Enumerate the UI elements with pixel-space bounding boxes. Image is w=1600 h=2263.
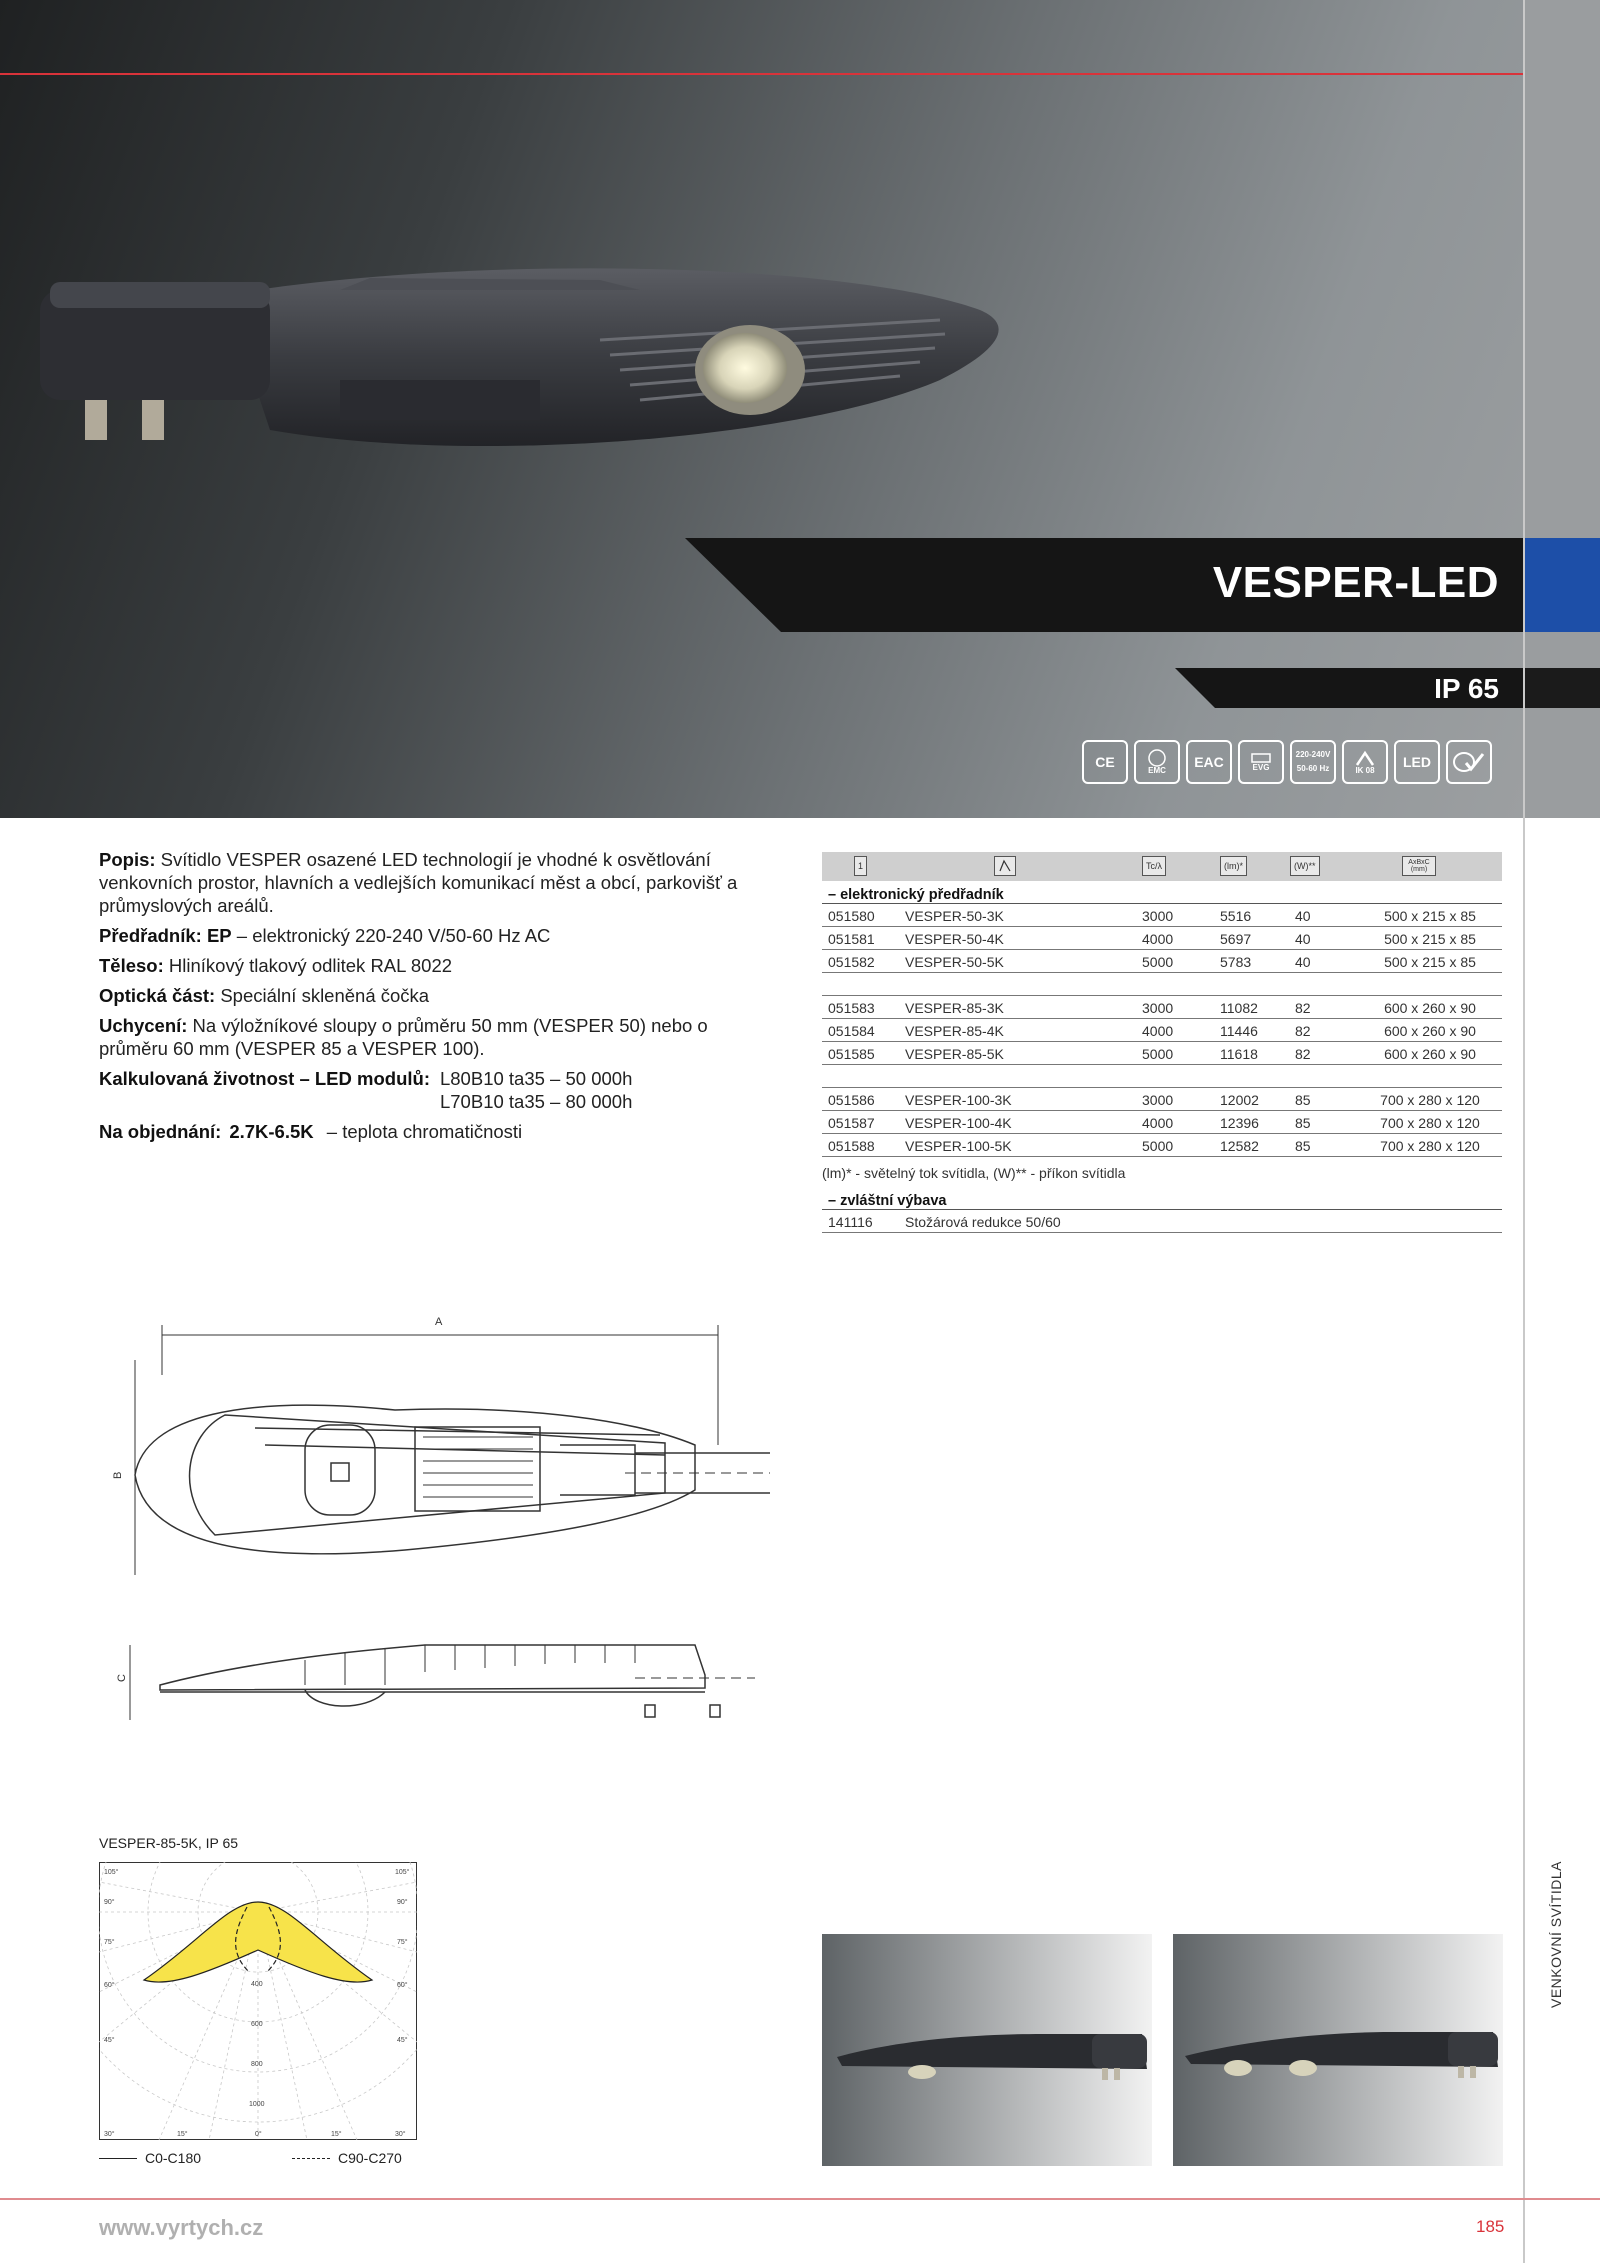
emc-icon: EMC (1134, 740, 1180, 784)
svg-text:800: 800 (251, 2061, 263, 2068)
svg-text:90°: 90° (104, 1899, 115, 1906)
ik08-icon: IK 08 (1342, 740, 1388, 784)
svg-text:90°: 90° (397, 1899, 408, 1906)
ip-band (1175, 668, 1523, 708)
ip-rating: IP 65 (1434, 673, 1499, 704)
footer-line (0, 2198, 1600, 2200)
lamp-shape-icon (994, 856, 1016, 876)
technical-drawing-top-view (105, 1305, 775, 1605)
lumen-icon: (lm)* (1220, 856, 1247, 876)
teleso: Těleso: Hliníkový tlakový odlitek RAL 8022 (99, 955, 453, 976)
svg-text:1000: 1000 (249, 2101, 265, 2108)
table-row: 051580 VESPER-50-3K 3000 5516 40 500 x 215 x 85 (822, 904, 1502, 927)
light-distribution-diagram (99, 1862, 417, 2140)
product-photo-1 (822, 1934, 1152, 2166)
certification-badges (1082, 740, 1492, 784)
voltage-icon: 220-240V 50-60 Hz (1290, 740, 1336, 784)
street-lamp-image (40, 250, 1020, 480)
right-divider (1523, 0, 1525, 2263)
table-row: 051584 VESPER-85-4K 4000 11446 82 600 x 260 x 90 (822, 1019, 1502, 1042)
ce-mark-icon: CE (1082, 740, 1128, 784)
svg-text:B: B (112, 1471, 124, 1479)
svg-text:0°: 0° (255, 2131, 262, 2138)
opticka-cast: Optická část: Speciální skleněná čočka (99, 985, 430, 1006)
svg-text:30°: 30° (395, 2131, 406, 2138)
svg-text:105°: 105° (395, 1869, 410, 1876)
table-row: 051588 VESPER-100-5K 5000 12582 85 700 x 280 x 120 (822, 1134, 1502, 1157)
svg-text:15°: 15° (331, 2131, 342, 2138)
legend-solid: C0-C180 (99, 2150, 201, 2166)
table-row: 051583 VESPER-85-3K 3000 11082 82 600 x 260 x 90 (822, 996, 1502, 1019)
table-row: 051582 VESPER-50-5K 5000 5783 40 500 x 215 x 85 (822, 950, 1502, 973)
quantity-icon: 1 (854, 856, 867, 876)
temperature-check-icon (1446, 740, 1492, 784)
footer-url[interactable]: www.vyrtych.cz (99, 2215, 264, 2240)
title-band (685, 538, 1523, 632)
popis: Popis: Svítidlo VESPER osazené LED technologií je vhodné k osvětlování venkovních prostor, hlavních a vedlejších komunikací měst a obcí, parkovišť a průmyslových areálů. (99, 849, 738, 916)
eac-icon: EAC (1186, 740, 1232, 784)
table-note: (lm)* - světelný tok svítidla, (W)** - příkon svítidla (822, 1165, 1126, 1181)
svg-text:75°: 75° (397, 1939, 408, 1946)
table-row: 051585 VESPER-85-5K 5000 11618 82 600 x 260 x 90 (822, 1042, 1502, 1065)
product-title: VESPER-LED (1212, 558, 1499, 607)
legend-dashed: C90-C270 (292, 2150, 402, 2166)
svg-text:60°: 60° (104, 1982, 115, 1989)
svg-text:600: 600 (251, 2021, 263, 2028)
product-table (822, 852, 1502, 1233)
dimensions-icon: AxBxC (mm) (1402, 856, 1436, 876)
technical-drawing-side-view (105, 1630, 775, 1740)
led-icon: LED (1394, 740, 1440, 784)
color-temp-icon: Tc/λ (1142, 856, 1166, 876)
hero-banner (0, 0, 1523, 818)
uchyceni: Uchycení: Na výložníkové sloupy o průměru 50 mm (VESPER 50) nebo o průměru 60 mm (VESPER 85 a VESPER 100). (99, 1015, 708, 1059)
svg-text:45°: 45° (397, 2037, 408, 2044)
svg-text:30°: 30° (104, 2131, 115, 2138)
table-header (822, 852, 1502, 881)
top-accent-line (0, 73, 1600, 75)
blue-tab (1523, 538, 1600, 632)
svg-text:15°: 15° (177, 2131, 188, 2138)
page-number: 185 (1476, 2217, 1505, 2236)
svg-text:75°: 75° (104, 1939, 115, 1946)
svg-text:C: C (116, 1674, 128, 1682)
svg-text:45°: 45° (104, 2037, 115, 2044)
svg-text:60°: 60° (397, 1982, 408, 1989)
table-row: 051581 VESPER-50-4K 4000 5697 40 500 x 215 x 85 (822, 927, 1502, 950)
watt-icon: (W)** (1290, 856, 1320, 876)
svg-text:400: 400 (251, 1981, 263, 1988)
na-objednani: Na objednání: 2.7K-6.5K – teplota chromatičnosti (99, 1121, 523, 1142)
evg-icon: EVG (1238, 740, 1284, 784)
table-row: 051587 VESPER-100-4K 4000 12396 85 700 x 280 x 120 (822, 1111, 1502, 1134)
product-description (99, 848, 779, 1150)
section-extra-equipment: – zvláštní výbava (822, 1187, 1502, 1210)
table-row: 141116 Stožárová redukce 50/60 (822, 1210, 1502, 1233)
table-row: 051586 VESPER-100-3K 3000 12002 85 700 x 280 x 120 (822, 1088, 1502, 1111)
svg-text:A: A (435, 1316, 443, 1328)
polar-diagram-title: VESPER-85-5K, IP 65 (99, 1835, 239, 1851)
zivotnost: Kalkulovaná životnost – LED modulů: L80B10 ta35 – 50 000h L70B10 ta35 – 80 000h (99, 1068, 633, 1112)
section-electronic-ballast: – elektronický předřadník (822, 881, 1502, 904)
product-photo-2 (1173, 1934, 1503, 2166)
predradnik: Předřadník: EP – elektronický 220-240 V/50-60 Hz AC (99, 925, 551, 946)
svg-text:105°: 105° (104, 1869, 119, 1876)
